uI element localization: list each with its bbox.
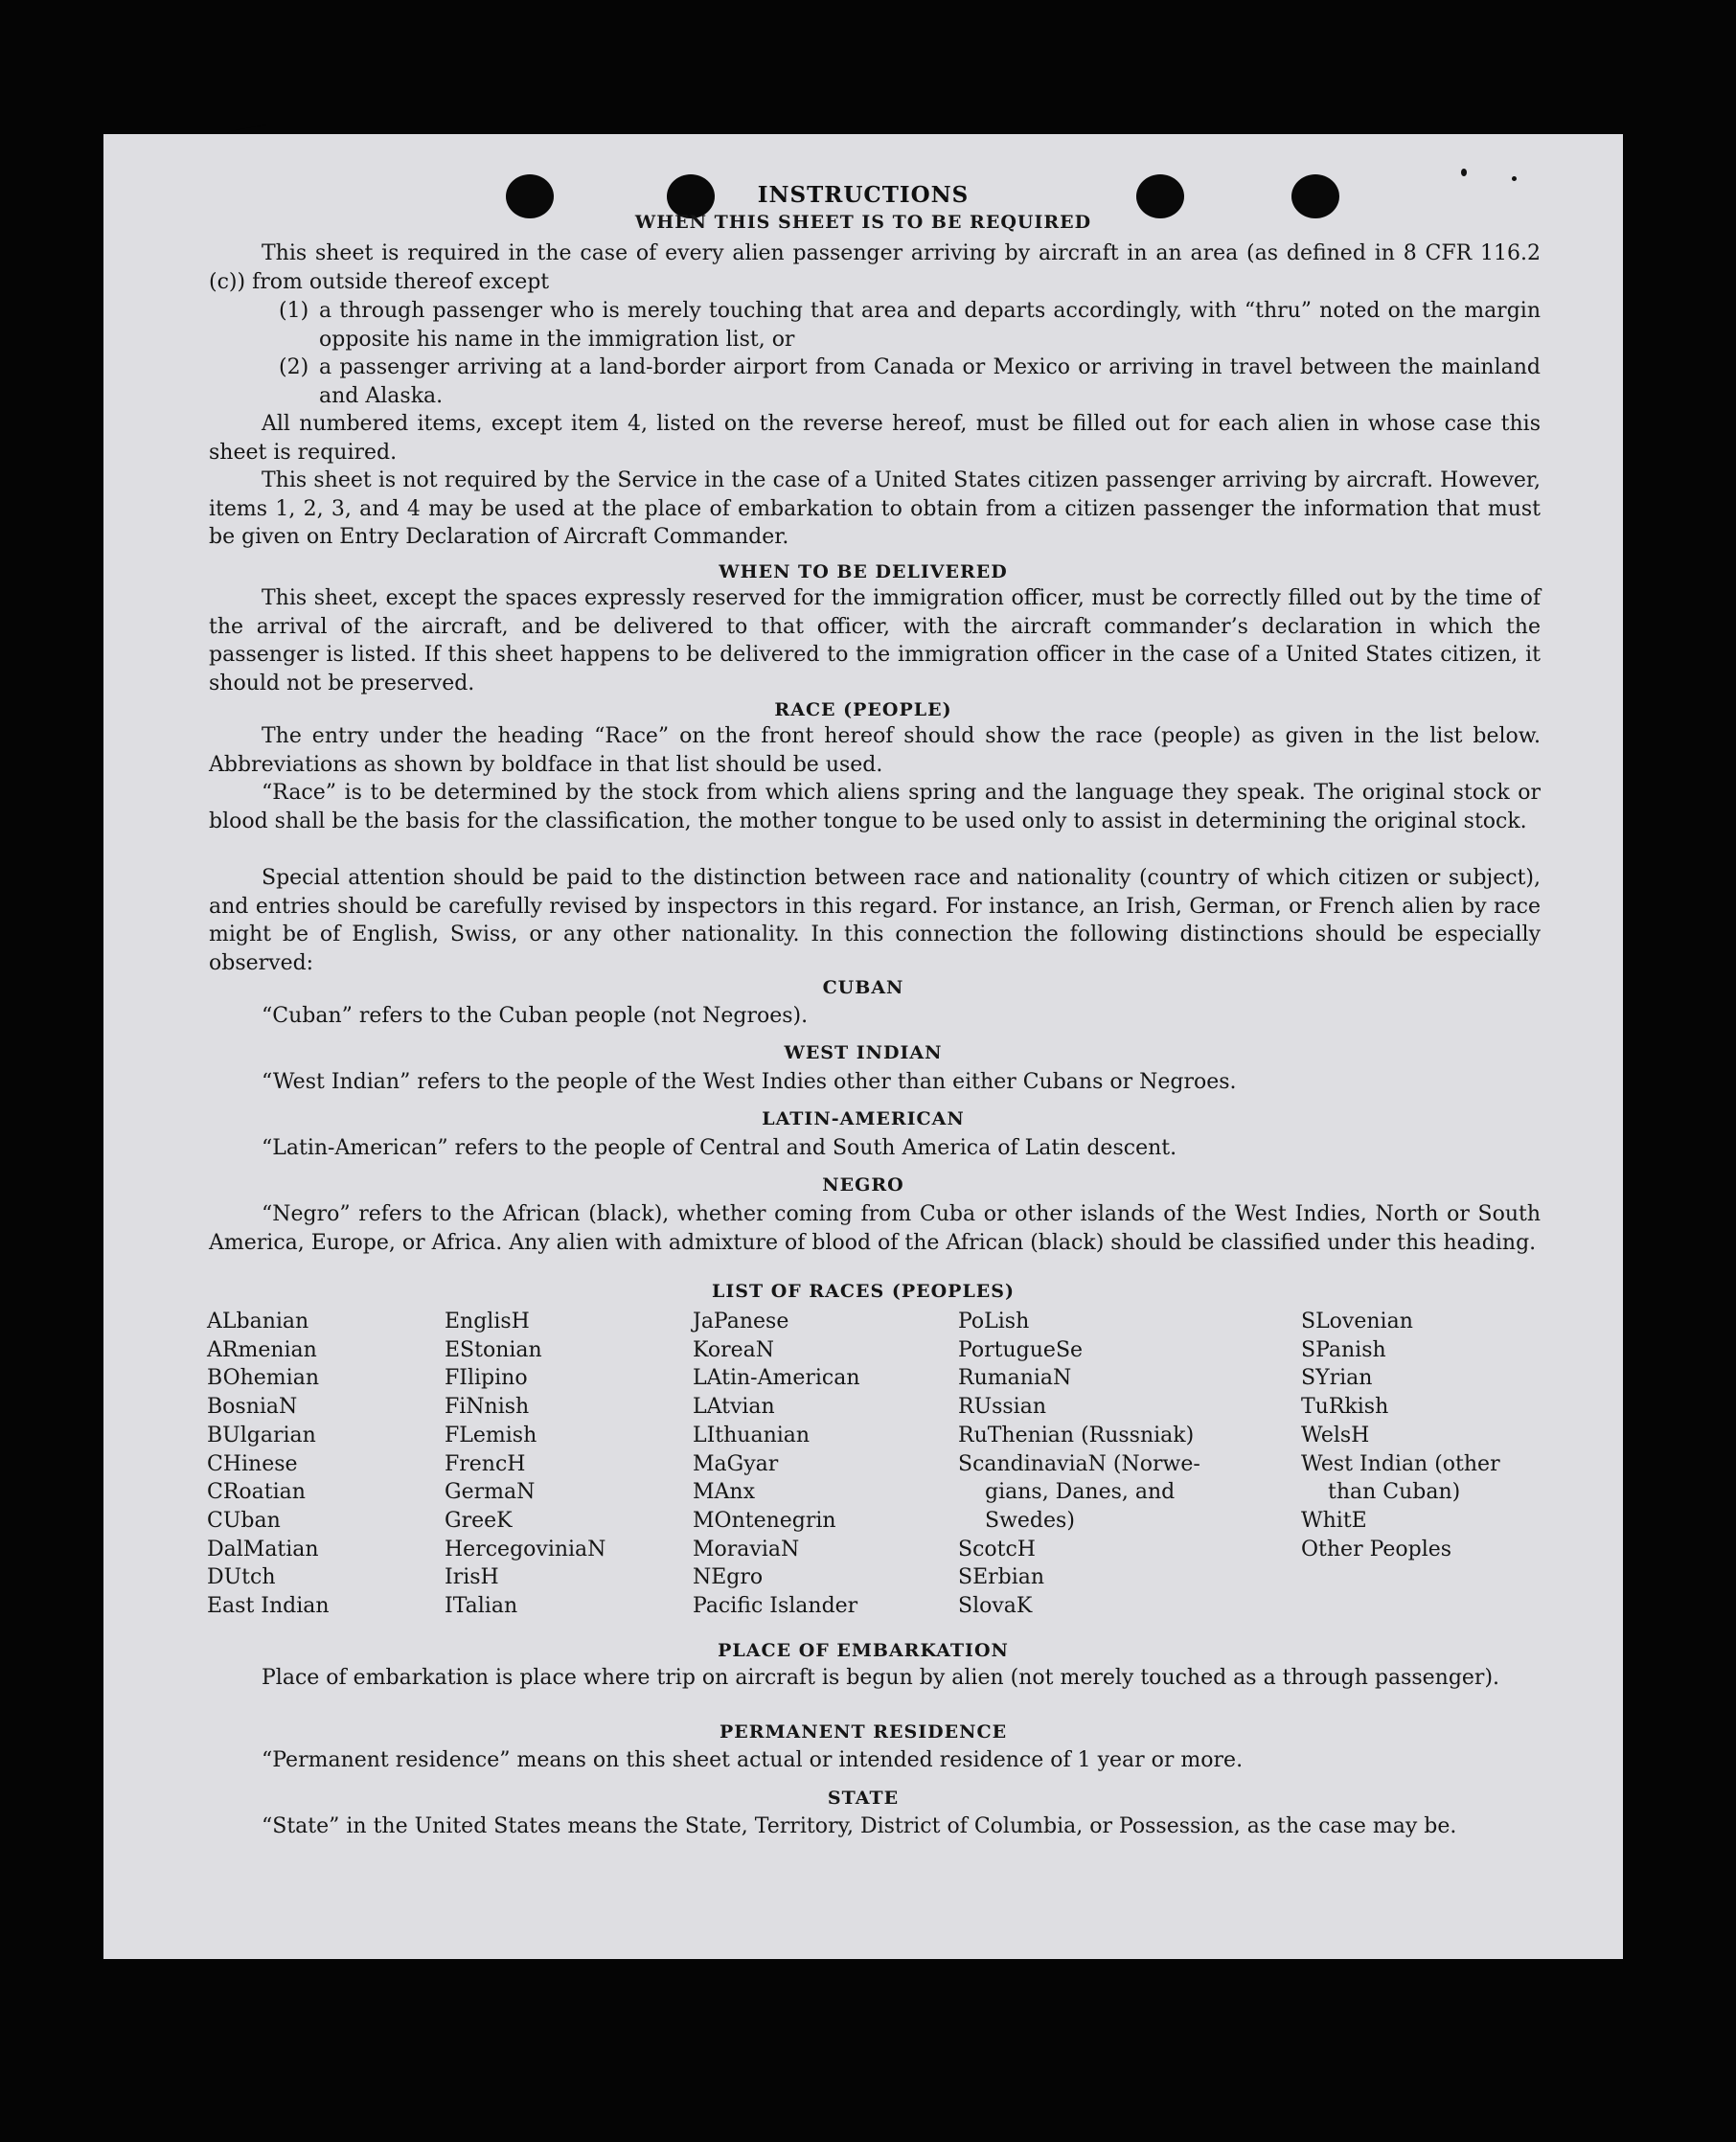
race-entry: ScandinaviaN (Norwe- bbox=[958, 1451, 1200, 1476]
heading-list-of-races: LIST OF RACES (PEOPLES) bbox=[712, 1281, 1015, 1302]
race-entry: WhitE bbox=[1301, 1508, 1367, 1533]
when-delivered-text: This sheet, except the spaces expressly reserved for the immigration officer, must be correctly filled out by the time of the arrival of the aircraft, and be delivered to that officer, with the aircraft commander’s declaration in which the passenger is listed. If this sheet happens to be delivered to the immigration officer in the case of a United States citizen, it should not be preserved. bbox=[209, 586, 1541, 695]
heading-west-indian: WEST INDIAN bbox=[784, 1042, 943, 1063]
race-entry: SErbian bbox=[958, 1565, 1045, 1590]
race-entry: FIlipino bbox=[445, 1366, 528, 1391]
race-entry: PortugueSe bbox=[958, 1337, 1084, 1362]
race-entry: FiNnish bbox=[445, 1395, 530, 1420]
when-required-intro: This sheet is required in the case of every alien passenger arriving by aircraft in an area (as defined in 8 CFR 116.2 (c)) from outside thereof except bbox=[209, 241, 1541, 294]
race-entry: SYrian bbox=[1301, 1366, 1373, 1391]
race-entry: IrisH bbox=[445, 1565, 499, 1590]
race-entry: CUban bbox=[207, 1508, 281, 1533]
exception-text: a passenger arriving at a land-border airport from Canada or Mexico or arriving in travel between the mainland and Alaska. bbox=[319, 355, 1541, 408]
cuban-text: “Cuban” refers to the Cuban people (not Negroes). bbox=[262, 1004, 809, 1028]
race-entry: BosniaN bbox=[207, 1395, 298, 1420]
race-entry: WelsH bbox=[1301, 1423, 1370, 1447]
races-column-5 bbox=[1301, 1308, 1500, 1563]
exception-item bbox=[279, 297, 1541, 353]
race-entry: SPanish bbox=[1301, 1337, 1386, 1362]
race-paragraph-2: “Race” is to be determined by the stock from which aliens spring and the language they speak. The original stock or blood shall be the basis for the classification, the mother tongue to be used only to assist in determining the original stock. bbox=[209, 781, 1541, 833]
race-entry: TuRkish bbox=[1301, 1395, 1389, 1420]
race-entry: ITalian bbox=[445, 1594, 518, 1619]
race-paragraph-3: Special attention should be paid to the distinction between race and nationality (country of which citizen or subject), and entries should be carefully revised by inspectors in this regard. For instance, an Irish, German, or French alien by race might be of English, Swiss, or any other nationality. In this connection the following distinctions should be especially observed: bbox=[209, 866, 1541, 975]
heading-latin-american: LATIN-AMERICAN bbox=[762, 1108, 965, 1129]
heading-negro: NEGRO bbox=[822, 1174, 904, 1196]
race-entry: RUssian bbox=[958, 1395, 1047, 1420]
heading-race: RACE (PEOPLE) bbox=[774, 699, 952, 720]
race-entry: LAtvian bbox=[693, 1395, 775, 1420]
race-entry: SlovaK bbox=[958, 1594, 1033, 1619]
race-entry: RumaniaN bbox=[958, 1366, 1072, 1391]
race-entry: gians, Danes, and bbox=[985, 1480, 1176, 1505]
race-entry: West Indian (other bbox=[1301, 1451, 1500, 1476]
race-entry: Other Peoples bbox=[1301, 1537, 1452, 1561]
race-entry: GermaN bbox=[445, 1480, 536, 1505]
race-entry: BOhemian bbox=[207, 1366, 319, 1391]
race-entry: MAnx bbox=[693, 1480, 755, 1505]
race-entry: RuThenian (Russniak) bbox=[958, 1423, 1195, 1447]
race-entry: FLemish bbox=[445, 1423, 537, 1447]
west-indian-text: “West Indian” refers to the people of the West Indies other than either Cubans or Negroes. bbox=[262, 1070, 1237, 1094]
residence-text: “Permanent residence” means on this sheet actual or intended residence of 1 year or more. bbox=[262, 1748, 1244, 1772]
race-entry: DalMatian bbox=[207, 1537, 319, 1561]
race-entry: ALbanian bbox=[207, 1310, 309, 1333]
race-entry: LIthuanian bbox=[693, 1423, 811, 1447]
race-entry: MoraviaN bbox=[693, 1537, 800, 1561]
heading-state: STATE bbox=[827, 1788, 900, 1809]
races-column-3 bbox=[693, 1308, 860, 1621]
exception-item bbox=[279, 353, 1541, 410]
race-entry: ScotcH bbox=[958, 1537, 1036, 1561]
race-entry: KoreaN bbox=[693, 1337, 774, 1362]
numbered-items-note: All numbered items, except item 4, listed on the reverse hereof, must be filled out for each alien in whose case this sheet is required. bbox=[209, 412, 1541, 465]
races-column-2 bbox=[445, 1308, 605, 1621]
exception-number: (2) bbox=[279, 355, 309, 379]
race-entry: LAtin-American bbox=[693, 1366, 860, 1391]
exception-text: a through passenger who is merely touching that area and departs accordingly, with “thru” noted on the margin opposite his name in the immigration list, or bbox=[319, 299, 1541, 352]
races-column-4 bbox=[958, 1308, 1200, 1621]
heading-cuban: CUBAN bbox=[822, 977, 904, 998]
page-title: INSTRUCTIONS bbox=[757, 182, 970, 208]
race-entry: NEgro bbox=[693, 1565, 764, 1590]
state-text: “State” in the United States means the State, Territory, District of Columbia, or Possession, as the case may be. bbox=[262, 1814, 1457, 1838]
race-entry: BUlgarian bbox=[207, 1423, 316, 1447]
race-entry: HercegoviniaN bbox=[445, 1537, 606, 1561]
embarkation-text: Place of embarkation is place where trip on aircraft is begun by alien (not merely touched as a through passenger). bbox=[262, 1666, 1500, 1690]
race-entry: EStonian bbox=[445, 1337, 542, 1362]
instruction-sheet bbox=[103, 134, 1623, 1959]
race-entry: CRoatian bbox=[207, 1480, 306, 1505]
exception-number: (1) bbox=[279, 299, 309, 323]
race-entry: SLovenian bbox=[1301, 1310, 1413, 1333]
speck bbox=[1461, 169, 1467, 176]
race-entry: Swedes) bbox=[985, 1508, 1075, 1533]
race-entry: than Cuban) bbox=[1328, 1480, 1461, 1505]
heading-when-required: WHEN THIS SHEET IS TO BE REQUIRED bbox=[634, 212, 1092, 233]
race-entry: East Indian bbox=[207, 1594, 330, 1619]
race-paragraph-1: The entry under the heading “Race” on the front hereof should show the race (people) as given in the list below. Abbreviations as shown by boldface in that list should be used. bbox=[209, 724, 1541, 777]
race-entry: FrencH bbox=[445, 1451, 526, 1476]
race-entry: JaPanese bbox=[693, 1310, 789, 1333]
race-entry: CHinese bbox=[207, 1451, 298, 1476]
heading-when-delivered: WHEN TO BE DELIVERED bbox=[719, 561, 1008, 582]
race-entry: MaGyar bbox=[693, 1451, 779, 1476]
heading-place-of-embarkation: PLACE OF EMBARKATION bbox=[718, 1640, 1009, 1661]
race-entry: DUtch bbox=[207, 1565, 276, 1590]
race-entry: PoLish bbox=[958, 1310, 1030, 1333]
race-entry: EnglisH bbox=[445, 1310, 530, 1333]
negro-text: “Negro” refers to the African (black), whether coming from Cuba or other islands of the West Indies, North or South America, Europe, or Africa. Any alien with admixture of blood of the African (black) should be classified under this heading. bbox=[209, 1202, 1541, 1255]
race-entry: GreeK bbox=[445, 1508, 513, 1533]
race-entry: ARmenian bbox=[207, 1337, 317, 1362]
heading-permanent-residence: PERMANENT RESIDENCE bbox=[719, 1721, 1008, 1743]
race-entry: Pacific Islander bbox=[693, 1594, 858, 1619]
citizen-note: This sheet is not required by the Service in the case of a United States citizen passenger arriving by aircraft. However, items 1, 2, 3, and 4 may be used at the place of embarkation to obtain from a citizen passenger the information that must be given on Entry Declaration of Aircraft Commander. bbox=[209, 468, 1541, 549]
speck bbox=[1512, 176, 1517, 181]
races-column-1 bbox=[207, 1308, 330, 1621]
latin-american-text: “Latin-American” refers to the people of Central and South America of Latin descent. bbox=[262, 1136, 1177, 1160]
race-entry: MOntenegrin bbox=[693, 1508, 836, 1533]
